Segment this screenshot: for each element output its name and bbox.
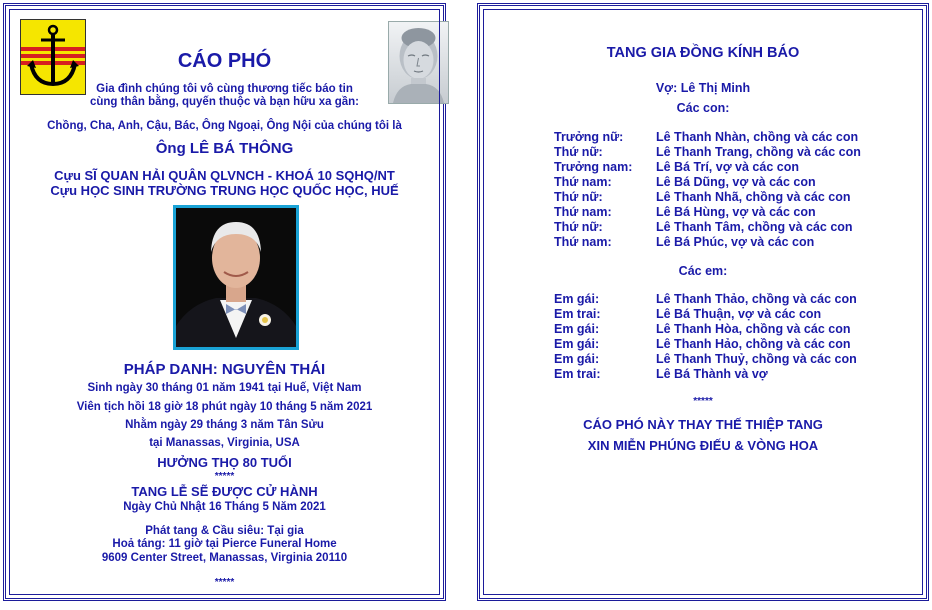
relation-label: Em gái: xyxy=(554,322,600,336)
family-member-name: Lê Thanh Thuỷ, chồng và các con xyxy=(656,352,857,366)
relation-label: Em gái: xyxy=(554,337,600,351)
obituary-left-card xyxy=(3,3,446,601)
family-member-name: Lê Thanh Hòa, chồng và các con xyxy=(656,322,851,336)
separator-stars: ***** xyxy=(214,577,235,588)
closing-line-1: CÁO PHÓ NÀY THAY THẾ THIỆP TANG xyxy=(583,417,823,432)
family-member-name: Lê Bá Trí, vợ và các con xyxy=(656,160,799,174)
obituary-title: CÁO PHÓ xyxy=(177,50,272,72)
death-info: Viên tịch hồi 18 giờ 18 phút ngày 10 tháng 5 năm 2021 xyxy=(76,401,373,413)
relation-label: Em trai: xyxy=(554,367,601,381)
relation-label: Thứ nam: xyxy=(554,205,612,219)
lunar-date: Nhằm ngày 29 tháng 3 năm Tân Sửu xyxy=(125,419,324,431)
intro-line-1: Gia đình chúng tôi vô cùng thương tiếc báo tin xyxy=(96,83,353,95)
buddha-image xyxy=(388,21,449,104)
separator-stars: ***** xyxy=(214,471,235,482)
family-member-name: Lê Thanh Nhã, chồng và các con xyxy=(656,190,851,204)
anchor-icon xyxy=(21,20,85,94)
portrait-photo xyxy=(173,205,299,350)
family-member-name: Lê Bá Phúc, vợ và các con xyxy=(656,235,815,249)
family-member-name: Lê Thanh Hảo, chồng và các con xyxy=(656,337,851,351)
funeral-home-address: 9609 Center Street, Manassas, Virginia 20110 xyxy=(101,552,348,564)
role-line-2: Cựu HỌC SINH TRƯỜNG TRUNG HỌC QUỐC HỌC, HUẾ xyxy=(50,183,399,198)
obituary-right-card xyxy=(477,3,929,601)
relation-line: Chồng, Cha, Anh, Cậu, Bác, Ông Ngoại, Ông Nội của chúng tôi là xyxy=(47,120,402,132)
relation-label: Em gái: xyxy=(554,352,600,366)
family-member-name: Lê Bá Hùng, vợ và các con xyxy=(656,205,816,219)
role-line-1: Cựu SĨ QUAN HẢI QUÂN QLVNCH - KHOÁ 10 SQHQ/NT xyxy=(54,168,395,183)
navy-anchor-flag xyxy=(20,19,86,95)
family-member-name: Lê Thanh Nhàn, chồng và các con xyxy=(656,130,859,144)
family-member-name: Lê Bá Thành và vợ xyxy=(656,367,768,381)
family-member-name: Lê Bá Thuận, vợ và các con xyxy=(656,307,822,321)
family-member-name: Lê Thanh Tâm, chồng và các con xyxy=(656,220,853,234)
relation-label: Em gái: xyxy=(554,292,600,306)
wife-line: Vợ: Lê Thị Minh xyxy=(655,81,751,95)
children-label: Các con: xyxy=(676,101,730,115)
siblings-label: Các em: xyxy=(678,264,728,278)
age-line: HƯỞNG THỌ 80 TUỔI xyxy=(157,455,292,470)
funeral-date: Ngày Chủ Nhật 16 Tháng 5 Năm 2021 xyxy=(123,501,326,513)
relation-label: Thứ nữ: xyxy=(554,220,603,234)
deceased-name: Ông LÊ BÁ THÔNG xyxy=(155,140,294,157)
relation-label: Thứ nữ: xyxy=(554,145,603,159)
relation-label: Trưởng nam: xyxy=(554,160,633,174)
relation-label: Em trai: xyxy=(554,307,601,321)
death-place: tại Manassas, Virginia, USA xyxy=(149,437,300,449)
funeral-title: TANG LỄ SẼ ĐƯỢC CỬ HÀNH xyxy=(131,484,318,499)
intro-line-2: cùng thân bằng, quyến thuộc và bạn hữu xa gần: xyxy=(89,96,359,108)
relation-label: Thứ nam: xyxy=(554,175,612,189)
relation-label: Trưởng nữ: xyxy=(554,130,624,144)
relation-label: Thứ nam: xyxy=(554,235,612,249)
relation-label: Thứ nữ: xyxy=(554,190,603,204)
family-member-name: Lê Bá Dũng, vợ và các con xyxy=(656,175,816,189)
family-member-name: Lê Thanh Thảo, chồng và các con xyxy=(656,292,857,306)
separator-stars: ***** xyxy=(693,396,713,407)
dharma-name: PHÁP DANH: NGUYÊN THÁI xyxy=(123,361,326,378)
closing-line-2: XIN MIỄN PHÚNG ĐIẾU & VÒNG HOA xyxy=(587,438,819,453)
family-announcement-header: TANG GIA ĐỒNG KÍNH BÁO xyxy=(606,45,800,61)
service-info: Phát tang & Cầu siêu: Tại gia xyxy=(145,525,304,537)
cremation-info: Hoả táng: 11 giờ tại Pierce Funeral Home xyxy=(112,538,337,550)
birth-info: Sinh ngày 30 tháng 01 năm 1941 tại Huế, Việt Nam xyxy=(87,382,362,394)
family-member-name: Lê Thanh Trang, chồng và các con xyxy=(656,145,861,159)
